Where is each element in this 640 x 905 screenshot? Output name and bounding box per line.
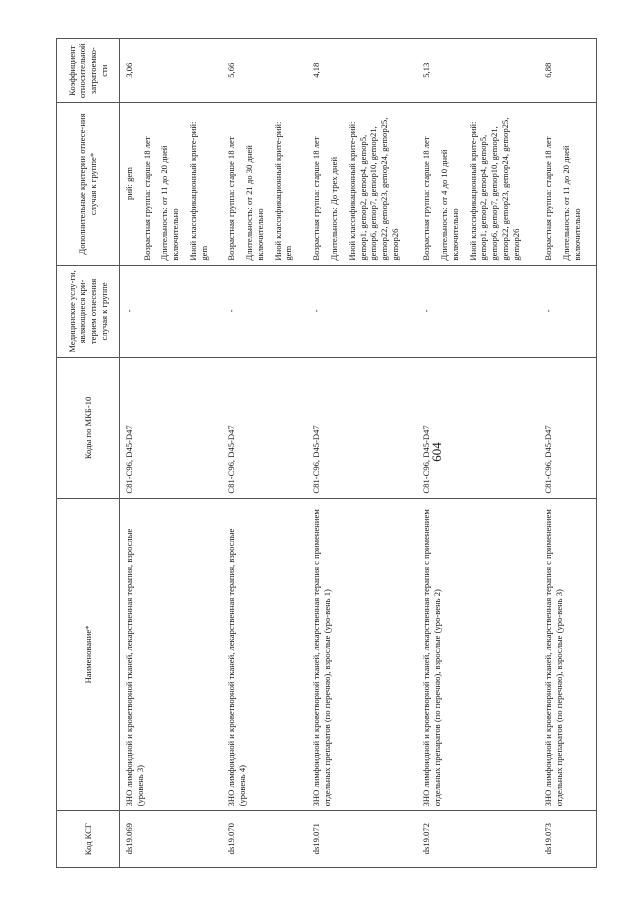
criteria-item: Длительность: До трех дней	[329, 156, 340, 261]
page-number: 604	[429, 442, 444, 462]
row-criteria	[120, 103, 223, 265]
table-row	[120, 39, 223, 868]
row-name: ЗНО лимфоидной и кроветворной тканей, лекарственная терапия с применением отдельных препаратов (по перечню), взрослые (уро-вень 1)	[307, 498, 417, 811]
table-row	[539, 39, 596, 868]
row-criteria	[539, 103, 596, 265]
row-criteria	[307, 103, 417, 265]
ksg-table	[56, 38, 597, 868]
criteria-item: Длительность: от 21 до 30 дней включительно	[244, 145, 265, 261]
row-service: -	[222, 265, 307, 358]
row-icd: C81-C96, D45-D47	[307, 358, 417, 498]
criteria-item: Возрастная группа: старше 18 лет	[226, 136, 237, 261]
row-criteria	[222, 103, 307, 265]
row-name: ЗНО лимфоидной и кроветворной тканей, лекарственная терапия, взрослые (уровень 3)	[120, 498, 223, 811]
header-name: Наименование*	[57, 498, 120, 811]
row-name: ЗНО лимфоидной и кроветворной тканей, лекарственная терапия с применением отдельных препаратов (по перечню), взрослые (уро-вень 2)	[417, 498, 539, 811]
rotated-table-wrapper	[56, 38, 584, 868]
row-name: ЗНО лимфоидной и кроветворной тканей, лекарственная терапия с применением отдельных препаратов (по перечню), взрослые (уро-вень 3)	[539, 498, 596, 811]
criteria-item: Возрастная группа: старше 18 лет	[141, 136, 152, 261]
header-criteria: Дополнительные критерии отнесе-ния случая к группе*	[57, 103, 120, 265]
criteria-item: Иной классификационный крите-рий: gemop1, gemop2, gemop4, gemop5, gemop6, gemop7, gemop10, gemop21, gemop22, gemop23, gemop24, gemop25, gemop26	[467, 117, 521, 261]
row-icd: C81-C96, D45-D47	[539, 358, 596, 498]
header-icd: Коды по МКБ-10	[57, 358, 120, 498]
criteria-item: Длительность: от 4 до 10 дней включительно	[439, 149, 460, 261]
row-code: ds19.073	[539, 811, 596, 868]
row-name: ЗНО лимфоидной и кроветворной тканей, лекарственная терапия, взрослые (уровень 4)	[222, 498, 307, 811]
row-service: -	[120, 265, 223, 358]
row-service: -	[539, 265, 596, 358]
row-coef: 3,06	[120, 39, 223, 103]
row-coef: 6,88	[539, 39, 596, 103]
row-criteria	[417, 103, 539, 265]
header-coef: Коэффициент относительной затратоемко-сти	[57, 39, 120, 103]
row-coef: 5,13	[417, 39, 539, 103]
table-body	[120, 39, 597, 868]
row-code: ds19.072	[417, 811, 539, 868]
row-code: ds19.070	[222, 811, 307, 868]
criteria-item: Иной классификационный крите-рий: gem	[187, 121, 209, 261]
criteria-continuation: рий: gem	[124, 167, 134, 200]
row-icd: C81-C96, D45-D47	[222, 358, 307, 498]
table-row	[417, 39, 539, 868]
table-row	[307, 39, 417, 868]
criteria-item: Иной классификационный крите-рий: gem	[272, 121, 294, 261]
criteria-item: Иной классификационный крите-рий: gemop1, gemop2, gemop4, gemop5, gemop6, gemop7, gemop10, gemop21, gemop22, gemop23, gemop24, gemop25, gemop26	[346, 117, 400, 261]
criteria-item: Длительность: от 11 до 20 дней включительно	[159, 145, 181, 261]
row-service: -	[307, 265, 417, 358]
criteria-item: Возрастная группа: старше 18 лет	[421, 136, 432, 261]
row-code: ds19.069	[120, 811, 223, 868]
row-icd: C81-C96, D45-D47	[417, 358, 539, 498]
table-header	[57, 39, 120, 868]
row-code: ds19.071	[307, 811, 417, 868]
criteria-item: Длительность: от 11 до 20 дней включительно	[561, 145, 582, 261]
row-coef: 5,66	[222, 39, 307, 103]
criteria-item: Возрастная группа: старше 18 лет	[543, 136, 554, 261]
table-row	[222, 39, 307, 868]
row-coef: 4,18	[307, 39, 417, 103]
header-code: Код КСГ	[57, 811, 120, 868]
row-service: -	[417, 265, 539, 358]
criteria-item: Возрастная группа: старше 18 лет	[311, 136, 322, 261]
header-service: Медицинские услу-ги, являющиеся кри-терием отнесения случая к группе	[57, 265, 120, 358]
row-icd: C81-C96, D45-D47	[120, 358, 223, 498]
